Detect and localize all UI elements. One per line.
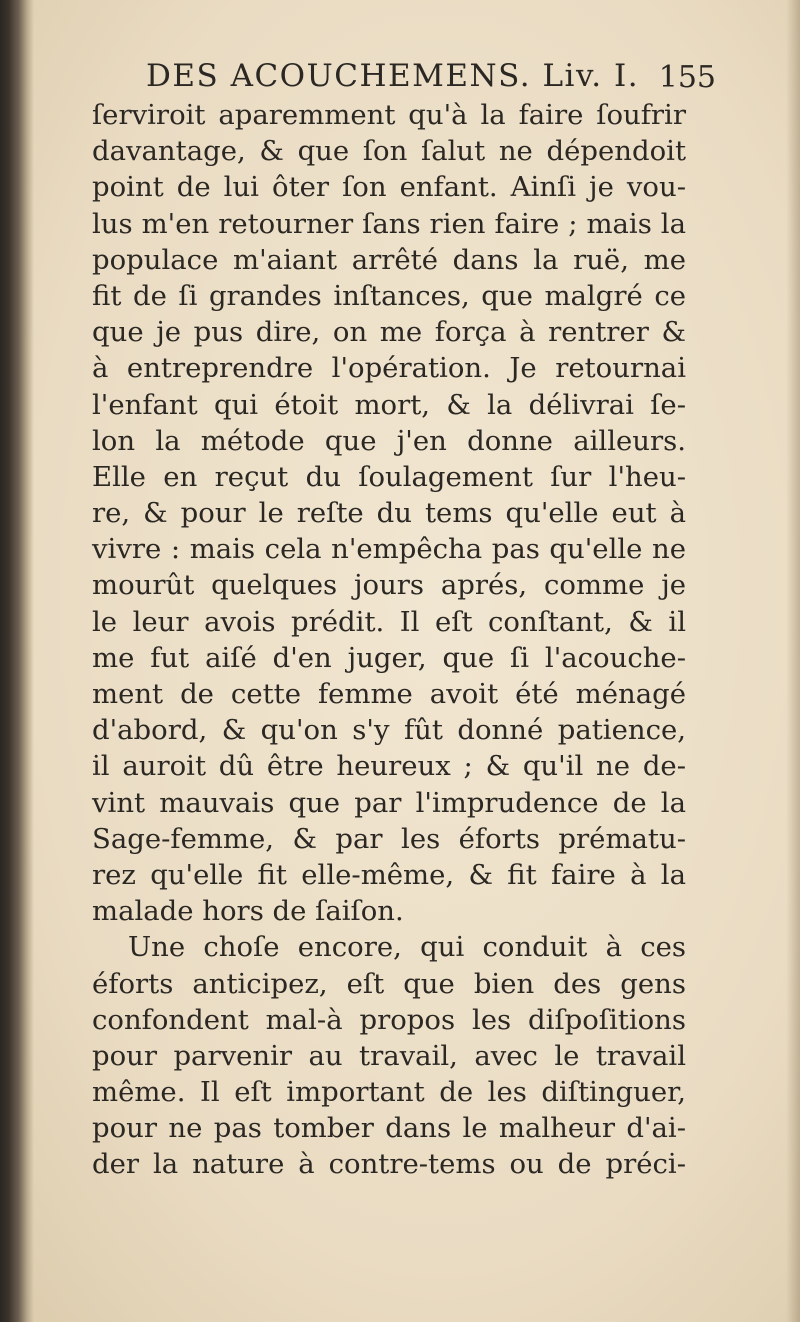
text-line: vint mauvais que par l'imprudence de la [92,786,686,819]
text-line: pour ne pas tomber dans le malheur d'ai- [92,1112,686,1145]
text-line: confondent mal-à propos les diſpoſitions [92,1003,686,1036]
text-line: ment de cette femme avoit été ménagé [92,678,686,710]
text-line: que je pus dire, on me força à rentrer & [92,316,686,349]
text-line: ſerviroit aparemment qu'à la faire ſoufrir [92,99,686,131]
text-line: Sage-femme, & par les éforts prématu- [92,822,686,855]
text-line: vivre : mais cela n'empêcha pas qu'elle ne [92,533,686,566]
page-number: 155 [658,60,716,95]
text-line: lon la métode que j'en donne ailleurs. [92,424,686,457]
body-text [92,97,686,1183]
text-line: re, & pour le reſte du tems qu'elle eut à [92,497,686,530]
text-line: même. Il eſt important de les diſtinguer, [92,1076,686,1109]
text-line: me fut aiſé d'en juger, que ſi l'acouche- [92,641,686,674]
text-line: le leur avois prédit. Il eſt conſtant, & il [92,605,686,638]
running-head: DES ACOUCHEMENS. Liv. I. [146,58,640,94]
text-line: à entreprendre l'opération. Je retournai [92,352,686,385]
text-line: l'enfant qui étoit mort, & la délivrai ſe- [92,388,686,421]
page-edge-shadow [786,0,800,1322]
text-line: il auroit dû être heureux ; & qu'il ne de- [92,750,686,783]
text-line: d'abord, & qu'on s'y fût donné patience, [92,714,686,747]
text-line: fit de ſi grandes inſtances, que malgré ce [92,279,686,312]
text-line: mourût quelques jours aprés, comme je [92,569,686,602]
text-line: davantage, & que ſon ſalut ne dépendoit [92,135,686,168]
text-line: pour parvenir au travail, avec le travail [92,1039,686,1072]
text-line: der la nature à contre-tems ou de préci- [92,1148,686,1181]
binding-gutter [0,0,34,1322]
text-line: Une choſe encore, qui conduit à ces [128,931,686,964]
text-line: Elle en reçut du ſoulagement ſur l'heu- [92,460,686,493]
text-line: malade hors de ſaiſon. [92,895,404,928]
text-line: lus m'en retourner ſans rien faire ; mais la [92,207,686,240]
text-line: éforts anticipez, eſt que bien des gens [92,967,686,1000]
text-line: rez qu'elle fit elle-même, & fit faire à la [92,858,686,891]
text-line: point de lui ôter ſon enfant. Ainſi je vou- [92,171,686,204]
text-line: populace m'aiant arrêté dans la ruë, me [92,243,686,276]
